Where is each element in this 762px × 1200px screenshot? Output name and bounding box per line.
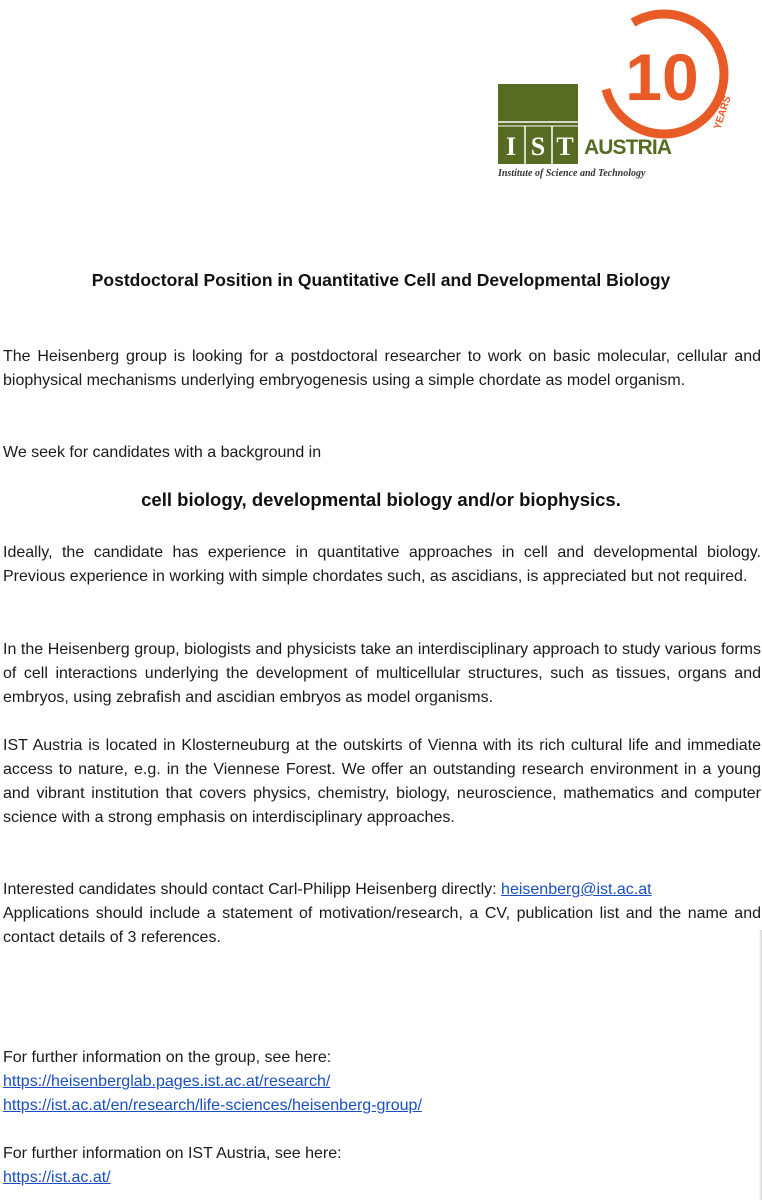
further-group-section xyxy=(3,1046,761,1118)
contact-paragraph xyxy=(3,878,761,902)
anniversary-years-label: YEARS xyxy=(712,94,734,131)
background-emphasis: cell biology, developmental biology and/or biophysics. xyxy=(141,489,621,510)
institute-link[interactable]: https://ist.ac.at/ xyxy=(3,1169,111,1186)
group-research-link[interactable]: https://heisenberglab.pages.ist.ac.at/research/ xyxy=(3,1073,331,1090)
contact-text: Interested candidates should contact Carl-Philipp Heisenberg directly: xyxy=(3,881,502,898)
further-institute-label: For further information on IST Austria, see here: xyxy=(3,1145,342,1162)
logo-letter-t: T xyxy=(556,132,574,161)
ist-austria-logo xyxy=(490,8,740,183)
seek-paragraph: We seek for candidates with a background in xyxy=(3,444,322,461)
applications-paragraph: Applications should include a statement of motivation/research, a CV, publication list and the name and contact details of 3 references. xyxy=(3,905,761,946)
logo-austria-text: AUSTRIA xyxy=(584,136,672,159)
further-group-label: For further information on the group, see here: xyxy=(3,1049,332,1066)
intro-paragraph: The Heisenberg group is looking for a postdoctoral researcher to work on basic molecular, cellular and biophysical mechanisms underlying embryogenesis using a simple chordate as model organism. xyxy=(3,348,761,389)
ideally-paragraph: Ideally, the candidate has experience in quantitative approaches in cell and developmental biology. Previous experience in working with simple chordates such, as ascidians, is appreciated but not required. xyxy=(3,544,761,585)
ist-austria-logo-graphic xyxy=(490,8,740,183)
logo-letter-s: S xyxy=(530,132,546,161)
logo-letter-i: I xyxy=(505,132,517,161)
anniversary-number: 10 xyxy=(625,40,699,114)
institute-paragraph: IST Austria is located in Klosterneuburg at the outskirts of Vienna with its rich cultural life and immediate access to nature, e.g. in the Viennese Forest. We offer an outstanding research environment in a young and vibrant institution that covers physics, chemistry, biology, neuroscience, mathematics and computer science with a strong emphasis on interdisciplinary approaches. xyxy=(3,737,761,826)
group-paragraph: In the Heisenberg group, biologists and physicists take an interdisciplinary approach to study various forms of cell interactions underlying the development of multicellular structures, such as tissues, organs and embryos, using zebrafish and ascidian embryos as model organisms. xyxy=(3,641,761,706)
logo-tagline: Institute of Science and Technology xyxy=(498,168,646,179)
contact-email-link[interactable]: heisenberg@ist.ac.at xyxy=(501,881,652,898)
further-institute-section xyxy=(3,1142,761,1190)
group-page-link[interactable]: https://ist.ac.at/en/research/life-sciences/heisenberg-group/ xyxy=(3,1097,422,1114)
page-title: Postdoctoral Position in Quantitative Cell and Developmental Biology xyxy=(91,270,671,290)
